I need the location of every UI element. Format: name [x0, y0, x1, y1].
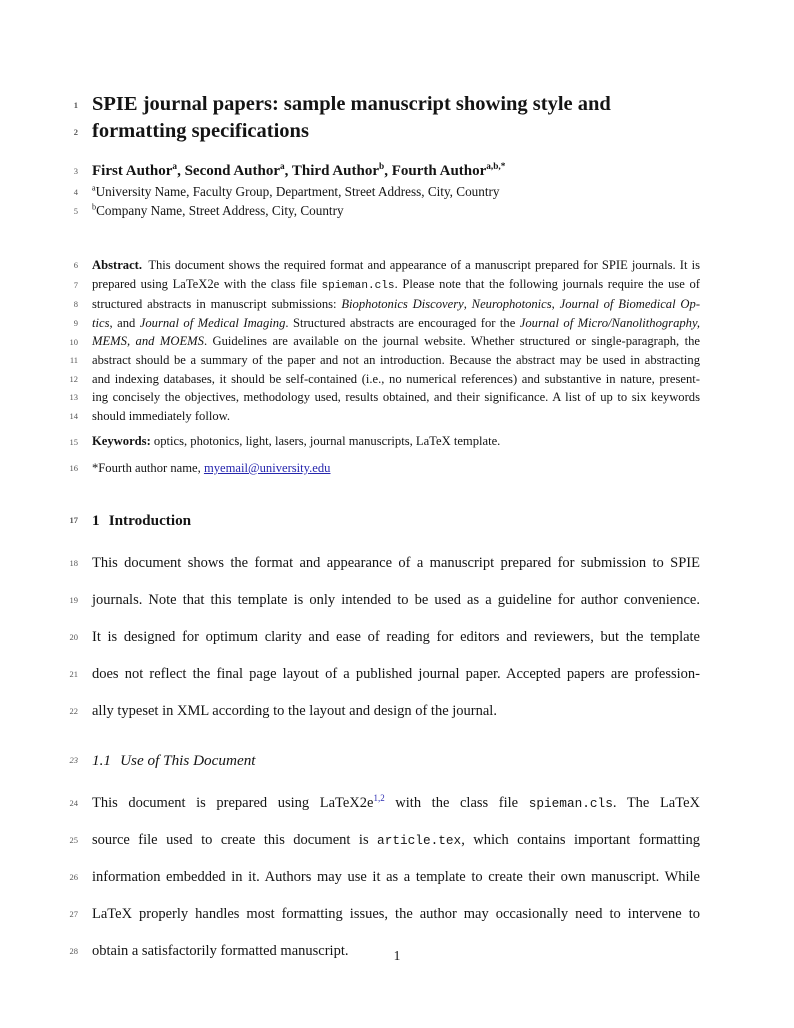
line-number: 15 [69, 436, 78, 447]
document-line [69, 432, 700, 451]
line-text [92, 693, 700, 730]
line-number: 14 [69, 410, 78, 421]
line-text [92, 332, 700, 351]
document-line [73, 314, 701, 333]
text-segment: Keywords: [92, 434, 151, 449]
line-number: 7 [73, 279, 78, 290]
document-line [69, 545, 700, 582]
line-number: 2 [73, 126, 78, 137]
line-text [92, 161, 700, 181]
line-text [92, 91, 700, 118]
text-segment: a [172, 162, 178, 172]
line-text [92, 545, 700, 582]
document-line [69, 785, 700, 822]
document-line [69, 619, 700, 656]
line-number: 6 [73, 260, 78, 271]
text-segment: article.tex [377, 832, 462, 848]
text-segment: with the class file [384, 794, 529, 811]
text-segment: prepared using LaTeX2e with the class file [92, 276, 322, 291]
text-segment: ing concisely the objectives, methodology used, results obtained, and their significance. A list of up to six keywords [92, 390, 700, 405]
page-number: 1 [393, 948, 401, 963]
line-number: 20 [69, 631, 78, 642]
line-text [92, 275, 700, 296]
text-segment: Neurophotonics [471, 297, 552, 312]
text-segment: LaTeX properly handles most formatting issues, the author may occasionally need to intervene to [92, 905, 700, 922]
line-number: 9 [73, 317, 78, 328]
document-line [73, 295, 701, 314]
text-segment: MEMS, and MOEMS [92, 334, 204, 349]
line-text [92, 459, 700, 478]
line-number: 17 [69, 514, 78, 525]
text-segment: First Author [92, 163, 173, 179]
line-number: 27 [69, 908, 78, 919]
text-segment: Journal of Biomedical Op- [559, 297, 701, 312]
line-number: 24 [69, 797, 78, 808]
text-segment: structured abstracts in manuscript submissions: [92, 297, 342, 312]
text-segment: , [551, 297, 560, 312]
text-segment: Journal of Micro/Nanolithography, [519, 315, 701, 330]
text-segment: . The LaTeX [612, 794, 700, 811]
text-segment: . Please note that the following journals require the use of [394, 276, 700, 291]
document-body [69, 91, 701, 970]
document-line [69, 407, 700, 426]
text-segment: , Second Author [177, 163, 281, 179]
line-text [92, 785, 700, 822]
document-line [69, 459, 700, 478]
document-line [69, 750, 700, 771]
line-number: 3 [73, 165, 78, 176]
line-number: 18 [69, 557, 78, 568]
text-segment: a [92, 183, 96, 193]
line-text [92, 407, 700, 426]
text-segment: SPIE journal papers: sample manuscript showing style and [92, 93, 611, 115]
text-segment: Journal of Medical Imaging [139, 315, 286, 330]
text-segment: Biophotonics Discovery [341, 297, 464, 312]
line-text [92, 859, 700, 896]
text-segment: ally typeset in XML according to the layout and design of the journal. [92, 702, 497, 719]
line-number: 23 [69, 754, 78, 765]
line-text [92, 510, 700, 531]
line-number: 19 [69, 594, 78, 605]
text-segment: journals. Note that this template is only intended to be used as a guideline for author convenience. [92, 591, 700, 608]
line-text [92, 118, 700, 145]
text-segment: abstract should be a summary of the paper and not an introduction. Because the abstract may be used in abstracting [92, 352, 700, 367]
text-segment: This document is prepared using LaTeX2e [92, 794, 374, 811]
text-segment: a,b,* [486, 162, 506, 172]
document-line [69, 896, 700, 933]
text-segment: Introduction [108, 511, 192, 529]
line-text [92, 619, 700, 656]
line-text [92, 314, 700, 333]
text-segment: Company Name, Street Address, City, Country [96, 203, 344, 218]
line-number: 8 [73, 299, 78, 310]
line-number: 21 [69, 668, 78, 679]
line-text [92, 351, 700, 370]
text-segment: spieman.cls [321, 279, 395, 292]
text-segment: and indexing databases, it should be self-contained (i.e., no numerical references) and substantive in nature, present- [92, 371, 700, 386]
line-number: 26 [69, 871, 78, 882]
line-text [92, 822, 700, 859]
line-number: 13 [69, 392, 78, 403]
line-text [92, 201, 700, 220]
text-segment: . Structured abstracts are encouraged for the [285, 315, 520, 330]
text-segment: . Guidelines are available on the journal website. Whether structured or single-paragraph, the [203, 334, 700, 349]
line-text [92, 656, 700, 693]
text-segment: University Name, Faculty Group, Department, Street Address, City, Country [95, 184, 500, 199]
text-segment: source file used to create this document is [92, 831, 378, 848]
text-segment: , and [109, 315, 140, 330]
document-line [69, 332, 700, 351]
citation-link[interactable]: 1,2 [373, 792, 385, 803]
text-segment: obtain a satisfactorily formatted manuscript. [92, 942, 349, 959]
email-link[interactable]: myemail@university.edu [203, 460, 331, 475]
text-segment: , which contains important formatting [461, 831, 700, 848]
document-line [73, 91, 700, 118]
line-text [92, 370, 700, 389]
text-segment: 1 [92, 511, 100, 529]
document-line [69, 510, 700, 531]
text-segment: *Fourth author name, [92, 460, 204, 475]
text-segment: Abstract. [92, 258, 143, 272]
text-segment: , Fourth Author [384, 163, 487, 179]
document-line [73, 182, 700, 201]
document-line [73, 256, 700, 275]
document-line [69, 859, 700, 896]
text-segment: should immediately follow. [92, 408, 231, 423]
document-line [69, 388, 700, 407]
text-segment: formatting specifications [92, 120, 309, 142]
line-number: 5 [73, 205, 78, 216]
text-segment: , Third Author [284, 163, 380, 179]
line-number: 22 [69, 705, 78, 716]
text-segment: information embedded in it. Authors may use it as a template to create their own manuscript. While [92, 868, 700, 885]
line-number: 28 [69, 945, 78, 956]
line-number: 1 [73, 99, 78, 110]
line-number: 12 [69, 373, 78, 384]
line-text [92, 750, 700, 771]
text-segment: , [463, 297, 472, 312]
line-text [92, 182, 700, 201]
text-segment: This document shows the required format and appearance of a manuscript prepared for SPIE journals. It is [148, 258, 700, 272]
text-segment: does not reflect the final page layout of a published journal paper. Accepted papers are profession- [92, 665, 700, 682]
document-line [73, 118, 700, 145]
line-text [92, 896, 700, 933]
line-number: 4 [73, 186, 78, 197]
document-line [69, 370, 700, 389]
text-segment: Use of This Document [120, 751, 256, 769]
text-segment: This document shows the format and appearance of a manuscript prepared for submission to SPIE [92, 554, 700, 571]
text-segment: spieman.cls [528, 795, 613, 811]
line-text [92, 432, 700, 451]
line-text [92, 256, 700, 275]
text-segment: b [92, 202, 97, 212]
text-segment: tics [92, 315, 110, 330]
text-segment: optics, photonics, light, lasers, journal manuscripts, LaTeX template. [150, 434, 501, 449]
document-line [69, 582, 700, 619]
line-text [92, 388, 700, 407]
line-number: 11 [69, 355, 78, 366]
text-segment: a [280, 162, 285, 172]
document-line [73, 201, 700, 220]
document-line [69, 822, 700, 859]
line-text [92, 582, 700, 619]
document-line [69, 351, 700, 370]
text-segment: 1.1 [92, 751, 111, 769]
document-line [69, 693, 700, 730]
document-line [69, 656, 700, 693]
line-number: 16 [69, 462, 78, 473]
line-number: 10 [69, 336, 78, 347]
text-segment: b [379, 162, 385, 172]
line-number: 25 [69, 834, 78, 845]
text-segment: It is designed for optimum clarity and ease of reading for editors and reviewers, but the template [92, 628, 700, 645]
document-line [73, 161, 700, 181]
line-text [92, 295, 700, 314]
document-line [73, 275, 700, 296]
